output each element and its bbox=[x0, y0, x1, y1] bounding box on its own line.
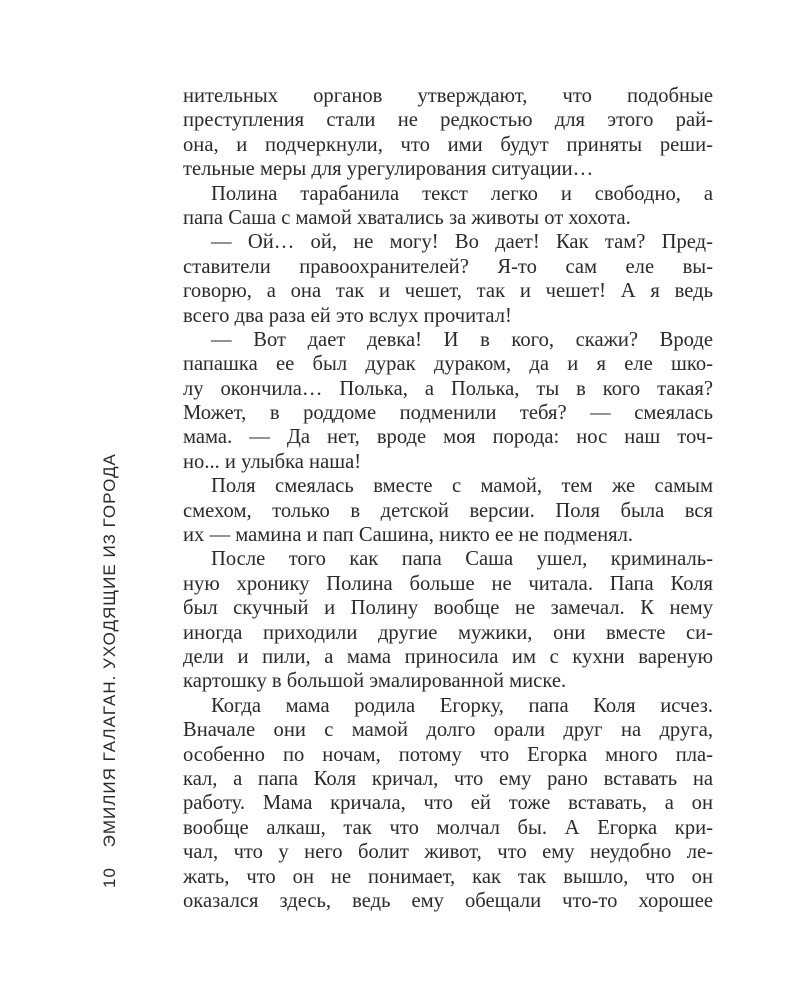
text-line: Полина тарабанила текст легко и свободно, а bbox=[211, 182, 713, 205]
page-number: 10 bbox=[100, 867, 119, 888]
text-line: дели и пили, а мама приносила им с кухни вареную bbox=[183, 645, 713, 668]
text-line: Вначале они с мамой долго орали друг на друга, bbox=[183, 719, 713, 742]
text-line: особенно по ночам, потому что Егорка много пла- bbox=[183, 743, 713, 766]
text-line: картошку в большой эмалированной миске. bbox=[183, 670, 567, 693]
text-line: всего два раза ей это вслух прочитал! bbox=[183, 304, 512, 327]
text-line: смехом, только в детской версии. Поля была вся bbox=[183, 499, 713, 522]
text-line: нительных органов утверждают, что подобные bbox=[183, 85, 713, 107]
text-line: иногда приходили другие мужики, они вместе си- bbox=[183, 621, 713, 644]
text-line: оказался здесь, ведь ему обещали что-то хорошее bbox=[183, 889, 713, 912]
text-line: Может, в роддоме подменили тебя? — смеялась bbox=[183, 402, 713, 425]
text-line: папа Саша с мамой хватались за животы от хохота. bbox=[183, 206, 631, 229]
text-line: жать, что он не понимает, как так вышло, что он bbox=[183, 865, 713, 888]
text-line: но... и улыбка наша! bbox=[183, 450, 362, 473]
text-line: вообще алкаш, так что молчал бы. А Егорка кри- bbox=[183, 816, 713, 839]
text-line: их — мамина и пап Сашина, никто ее не подменял. bbox=[183, 524, 634, 547]
running-head bbox=[100, 453, 120, 888]
text-line: был скучный и Полину вообще не замечал. К нему bbox=[183, 597, 713, 620]
text-line: тельные меры для урегулирования ситуации… bbox=[183, 158, 594, 181]
text-line: мама. — Да нет, вроде моя порода: нос наш точ- bbox=[183, 426, 713, 449]
text-line: кал, а папа Коля кричал, что ему рано вставать на bbox=[183, 767, 713, 790]
text-line: Поля смеялась вместе с мамой, тем же самым bbox=[211, 475, 713, 498]
text-line: — Ой… ой, не могу! Во дает! Как там? Пред- bbox=[211, 231, 713, 254]
running-head-title: ЭМИЛИЯ ГАЛАГАН. УХОДЯЩИЕ ИЗ ГОРОДА bbox=[100, 453, 119, 848]
text-line: ную хронику Полина больше не читала. Папа Коля bbox=[183, 572, 713, 595]
text-line: — Вот дает девка! И в кого, скажи? Вроде bbox=[211, 328, 713, 351]
body-text bbox=[183, 84, 713, 913]
text-line: говорю, а она так и чешет, так и чешет! А я ведь bbox=[183, 280, 713, 303]
text-line: папашка ее был дурак дураком, да и я еле шко- bbox=[183, 353, 713, 376]
text-line: работу. Мама кричала, что ей тоже вставать, а он bbox=[183, 792, 713, 815]
text-line: Когда мама родила Егорку, папа Коля исчез. bbox=[211, 694, 713, 717]
text-line: лу окончила… Полька, а Полька, ты в кого такая? bbox=[183, 377, 713, 400]
text-line: преступления стали не редкостью для этого рай- bbox=[183, 109, 713, 132]
text-line: ставители правоохранителей? Я-то сам еле вы- bbox=[183, 255, 713, 278]
text-line: она, и подчеркнули, что ими будут приняты реши- bbox=[183, 133, 713, 156]
text-line: чал, что у него болит живот, что ему неудобно ле- bbox=[183, 841, 713, 864]
text-line: После того как папа Саша ушел, криминаль- bbox=[211, 548, 713, 571]
